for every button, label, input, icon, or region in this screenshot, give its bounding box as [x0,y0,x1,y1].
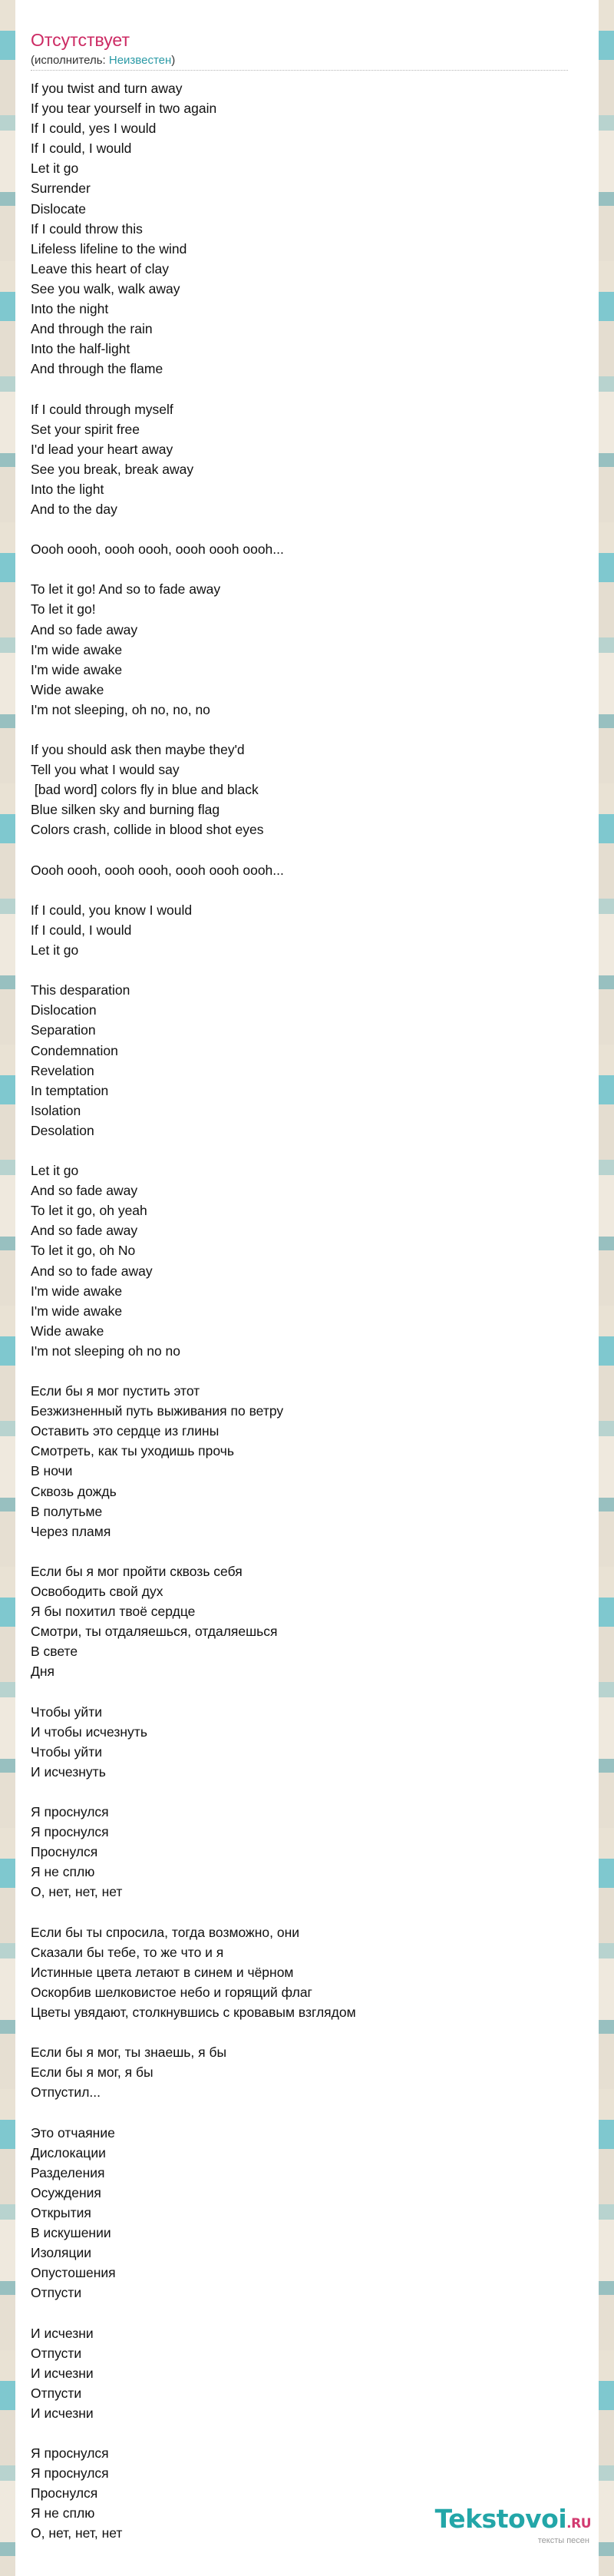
logo-tagline: тексты песен [537,2536,589,2545]
logo-wordmark [435,2505,591,2538]
artist-suffix: ) [171,54,176,67]
logo-name: Tekstovoi [434,2504,567,2534]
song-title: Отсутствует [31,30,130,50]
logo-tld: .RU [566,2516,591,2531]
lyrics-text: If you twist and turn away If you tear yourself in two again If I could, yes I would If I could, I would Let it go Surrender Dislocate If I could throw this Lifeless lifeline to the wind Leave this heart of clay See you walk, walk away Into the night And through the rain Into the half-light And through the flame If I could through myself Set your spirit free I'd lead your heart away See you break, break away Into the light And to the day Oooh oooh, oooh oooh, oooh oooh oooh... To let it go! And so to fade away To let it go! And so fade away I'm wide awake I'm wide awake Wide awake I'm not sleeping, oh no, no, no If you should ask then maybe they'd Tell you what I would say [bad word] colors fly in blue and black Blue silken sky and burning flag Colors crash, collide in blood shot eyes Oooh oooh, oooh oooh, oooh oooh oooh... If I could, you know I would If I could, I would Let it go This desparation Dislocation Separation Condemnation Revelation In temptation Isolation Desolation Let it go And so fade away To let it go, oh yeah And so fade away To let it go, oh No And so to fade away I'm wide awake I'm wide awake Wide awake I'm not sleeping oh no no Если бы я мог пустить этот Безжизненный путь выживания по ветру Оставить это сердце из глины Смотреть, как ты уходишь прочь В ночи Сквозь дождь В полутьме Через пламя Если бы я мог пройти сквозь себя Освободить свой дух Я бы похитил твоё сердце Смотри, ты отдаляешься, отдаляешься В свете Дня Чтобы уйти И чтобы исчезнуть Чтобы уйти И исчезнуть Я проснулся Я проснулся Проснулся Я не сплю О, нет, нет, нет Если бы ты спросила, тогда возможно, они Сказали бы тебе, то же что и я Истинные цвета летают в синем и чёрном Оскорбив шелковистое небо и горящий флаг Цветы увядают, столкнувшись с кровавым взглядом Если бы я мог, ты знаешь, я бы Если бы я мог, я бы Отпустил... Это отчаяние Дислокации Разделения Осуждения Открытия В искушении Изоляции Опустошения Отпусти И исчезни Отпусти И исчезни Отпусти И исчезни Я проснулся Я проснулся Проснулся Я не сплю О, нет, нет, нет [31,81,356,2541]
content-sheet [15,0,599,2576]
artist-link[interactable]: Неизвестен [108,54,172,67]
artist-prefix: (исполнитель: [31,54,109,67]
artist-line [31,53,568,71]
site-logo[interactable] [435,2505,591,2545]
song-header [31,29,568,71]
